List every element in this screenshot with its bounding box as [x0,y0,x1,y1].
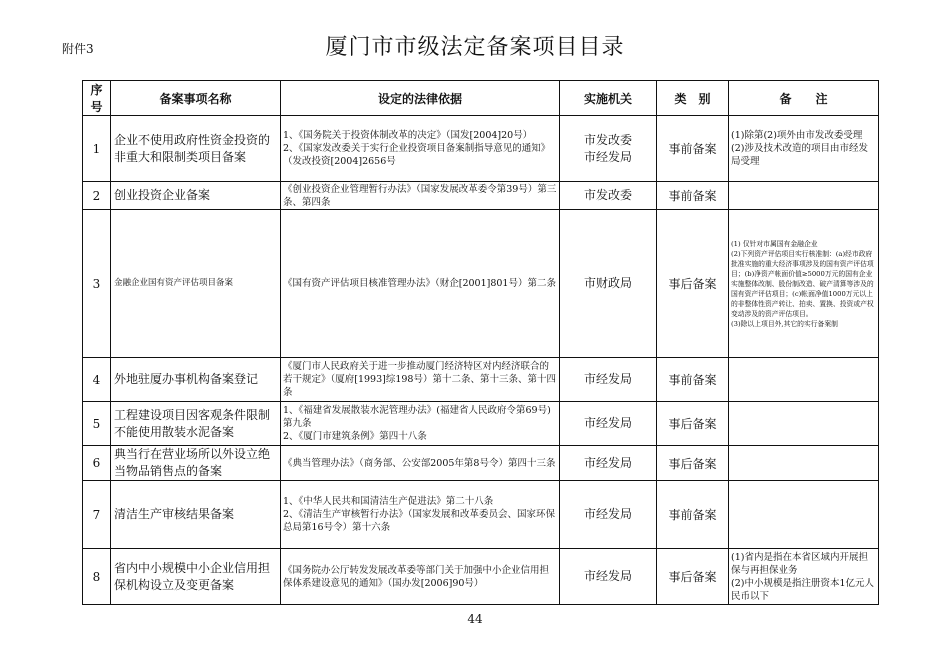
remarks [729,446,879,481]
remark-line: (2)中小规模是指注册资本1亿元人民币以下 [731,577,875,602]
row-number: 7 [83,481,111,549]
legal-basis-line: 2、《国家发改委关于实行企业投资项目备案制指导意见的通知》（发改投资[2004]2656号 [283,143,551,167]
remark-line: (1) 仅针对市属国有金融企业 [731,239,818,248]
remark-line: (1)除第(2)项外由市发改委受理 [731,130,863,141]
item-name: 企业不使用政府性资金投资的非重大和限制类项目备案 [111,116,281,182]
attachment-label: 附件3 [62,42,94,56]
category: 事后备案 [657,549,729,605]
agency [560,446,657,481]
agency [560,549,657,605]
legal-basis [281,481,560,549]
remark-line: (3)除以上项目外,其它的实行备案制 [731,319,838,328]
item-name: 外地驻厦办事机构备案登记 [111,358,281,402]
item-name: 金融企业国有资产评估项目备案 [111,210,281,358]
table-row [83,481,879,549]
row-number: 3 [83,210,111,358]
header-no: 序号 [83,81,111,116]
remarks [729,210,879,358]
agency [560,402,657,446]
legal-basis [281,182,560,210]
category: 事后备案 [657,210,729,358]
agency-line: 市发改委 [583,132,632,147]
category: 事前备案 [657,481,729,549]
agency-line: 市经发局 [583,455,632,470]
remarks [729,402,879,446]
remarks [729,481,879,549]
legal-basis [281,210,560,358]
legal-basis-line: 1、《国务院关于投资体制改革的决定》（国发[2004]20号） [283,130,533,141]
agency [560,481,657,549]
agency-line: 市经发局 [583,372,632,386]
table-row [83,358,879,402]
legal-basis-line: 1、《中华人民共和国清洁生产促进法》第二十八条 [283,496,494,507]
remark-line: (1)省内是指在本省区域内开展担保与再担保业务 [731,551,868,576]
legal-basis-line: 2、《清洁生产审核暂行办法》（国家发展和改革委员会、国家环保总局第16号令）第十六条 [283,509,556,533]
row-number: 1 [83,116,111,182]
agency-line: 市经发局 [583,416,632,430]
agency-line: 市经发局 [583,507,632,521]
remark-line: (2)涉及技术改造的项目由市经发局受理 [731,143,868,167]
category: 事前备案 [657,358,729,402]
remarks [729,116,879,182]
table-row [83,116,879,182]
item-name: 清洁生产审核结果备案 [111,481,281,549]
row-number: 4 [83,358,111,402]
legal-basis-line: 《典当管理办法》（商务部、公安部2005年第8号令）第四十三条 [283,457,556,469]
header-item-name: 备案事项名称 [111,81,281,116]
agency [560,182,657,210]
filing-items-table [82,80,879,605]
header-agency: 实施机关 [560,81,657,116]
item-name: 典当行在营业场所以外设立绝当物品销售点的备案 [111,446,281,481]
header-legal-basis: 设定的法律依据 [281,81,560,116]
item-name: 工程建设项目因客观条件限制不能使用散装水泥备案 [111,402,281,446]
row-number: 8 [83,549,111,605]
remarks [729,182,879,210]
legal-basis [281,446,560,481]
legal-basis-line: 《国有资产评估项目核准管理办法》（财企[2001]801号）第二条 [283,278,556,289]
remarks [729,358,879,402]
table-row [83,402,879,446]
row-number: 5 [83,402,111,446]
table-row [83,446,879,481]
item-name: 创业投资企业备案 [111,182,281,210]
category: 事前备案 [657,182,729,210]
table-row [83,210,879,358]
legal-basis [281,549,560,605]
remarks [729,549,879,605]
remark-line: (2)下列资产评估项目实行核准制：(a)经市政府批准实施的重大经济事项涉及的国有资产评估项目；(b)净资产帐面价值≥5000万元的国有企业实施整体改制、股份制改造、破产清算等涉及的国有资产评估项目；(c)帐面净值1000万元以上的非整体性资产转让、拍卖、置换、投资或产权变动涉及的资产评估项目。 [731,249,874,318]
agency-line: 市经发局 [583,149,632,164]
item-name: 省内中小规模中小企业信用担保机构设立及变更备案 [111,549,281,605]
legal-basis-line: 2、《厦门市建筑条例》第四十八条 [283,431,427,442]
legal-basis-line: 1、《福建省发展散装水泥管理办法》(福建省人民政府令第69号)第九条 [283,405,551,429]
category: 事前备案 [657,116,729,182]
legal-basis [281,402,560,446]
category: 事后备案 [657,446,729,481]
agency [560,358,657,402]
table-row [83,549,879,605]
legal-basis-line: 《国务院办公厅转发发展改革委等部门关于加强中小企业信用担保体系建设意见的通知》（国办发[2006]90号） [283,564,550,589]
table-header-row [83,81,879,116]
row-number: 2 [83,182,111,210]
table-row [83,182,879,210]
legal-basis [281,116,560,182]
legal-basis-line: 《创业投资企业管理暂行办法》（国家发展改革委令第39号）第三条、第四条 [283,183,557,208]
legal-basis-line: 《厦门市人民政府关于进一步推动厦门经济特区对内经济联合的若干规定》（厦府[1993]综198号）第十二条、第十三条、第十四条 [283,361,556,398]
header-remarks: 备 注 [729,81,879,116]
category: 事后备案 [657,402,729,446]
row-number: 6 [83,446,111,481]
page-number: 44 [467,612,483,626]
agency-line: 市财政局 [583,276,632,290]
agency [560,116,657,182]
agency-line: 市经发局 [583,569,632,583]
legal-basis [281,358,560,402]
page-title: 厦门市市级法定备案项目目录 [325,35,625,60]
agency-line: 市发改委 [583,188,632,202]
header-category: 类 别 [657,81,729,116]
agency [560,210,657,358]
